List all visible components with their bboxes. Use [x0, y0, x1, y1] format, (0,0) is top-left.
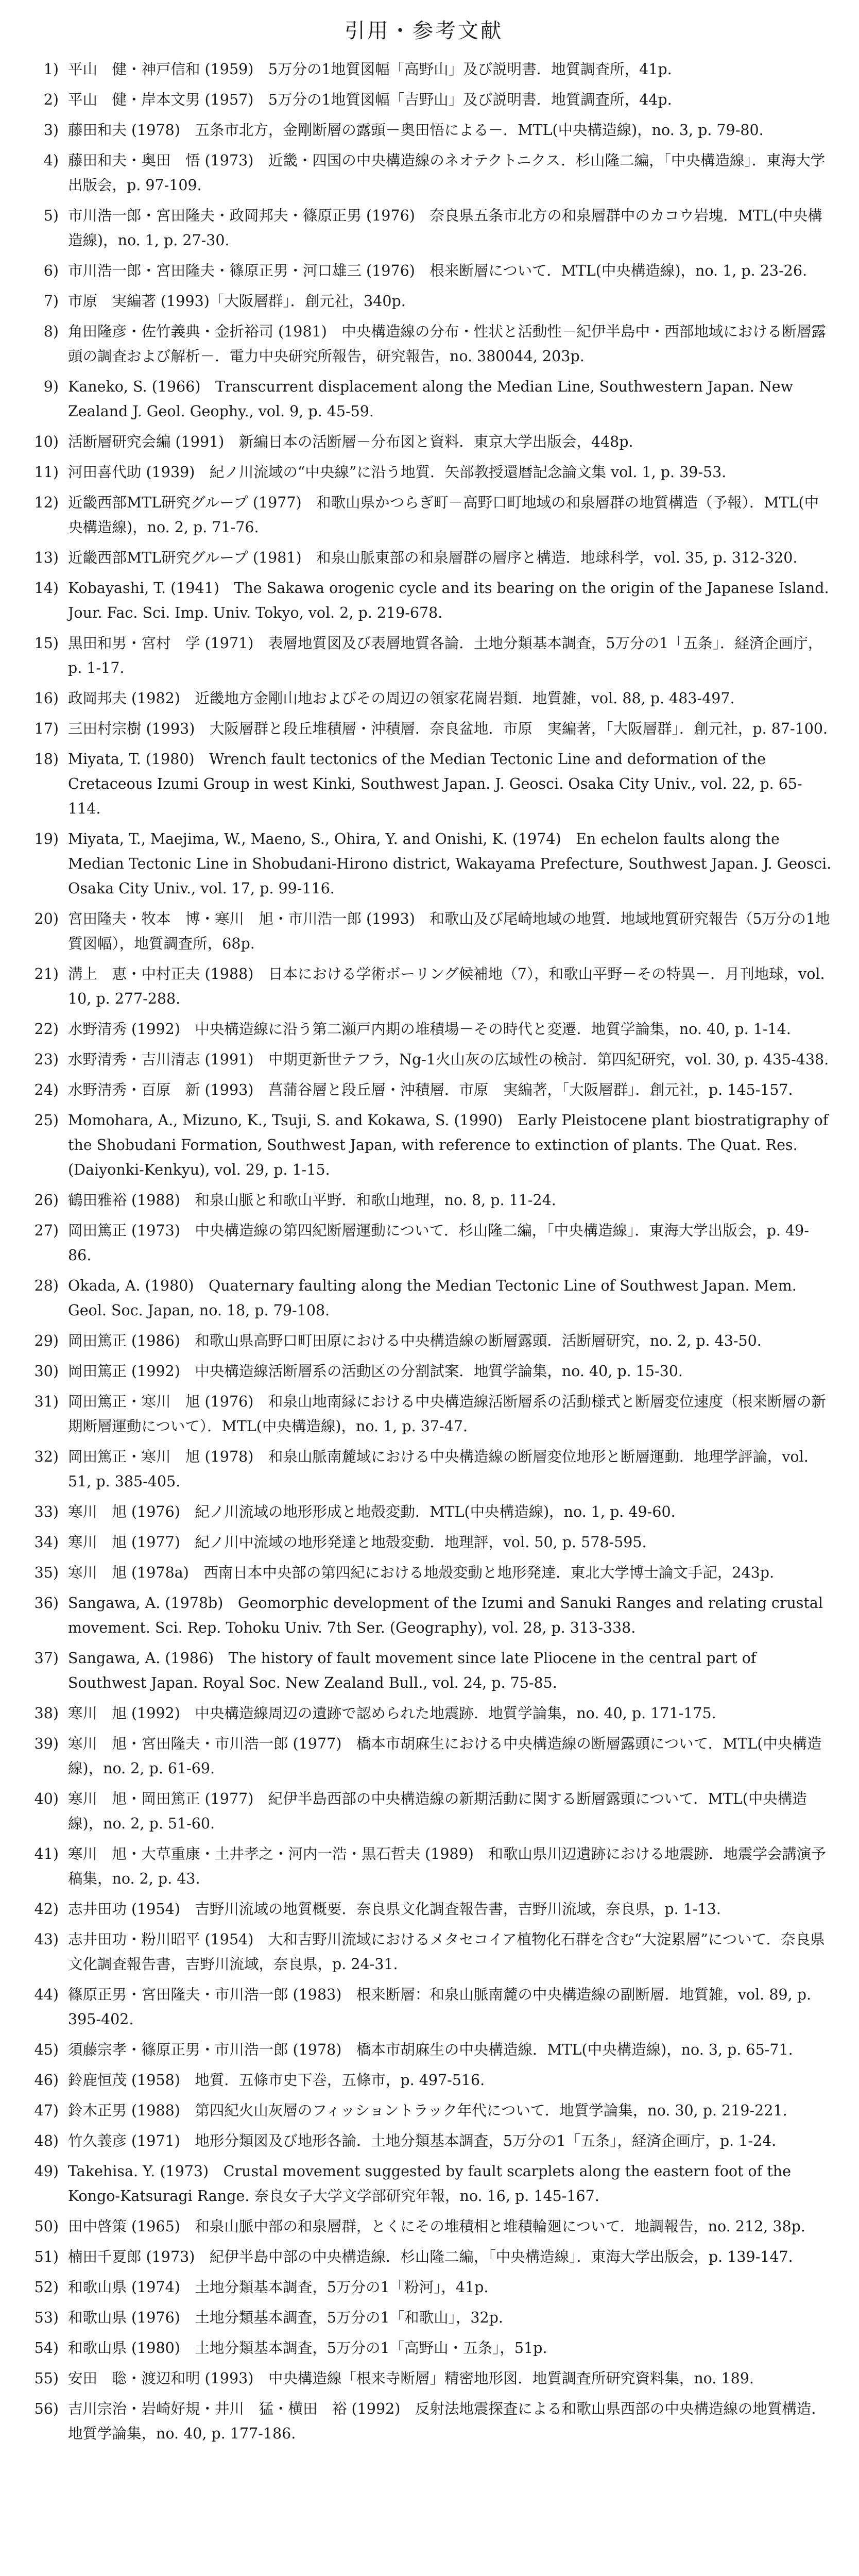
reference-text: 岡田篤正・寒川 旭 (1976) 和泉山地南縁における中央構造線活断層系の活動様式と断層変位速度（根来断層の新期断層運動について）．MTL(中央構造線)，no. 1, p. 37-47.: [68, 1393, 826, 1435]
reference-item: [15, 2129, 832, 2154]
reference-number: 52): [34, 2279, 59, 2296]
reference-item: [15, 2366, 832, 2391]
reference-item: [15, 1359, 832, 1384]
reference-item: [15, 1842, 832, 1891]
reference-number: 23): [34, 1051, 59, 1068]
reference-item: [15, 1732, 832, 1781]
reference-item: [15, 460, 832, 485]
reference-number: 49): [34, 2163, 59, 2180]
reference-text: Momohara, A., Mizuno, K., Tsuji, S. and Kokawa, S. (1990) Early Pleistocene plant biostratigraphy of the Shobudani Formation, Southwest Japan, with reference to extinction of plants. The Quat. Res. (Daiyonki-Kenkyu), vol. 29, p. 1-15.: [68, 1112, 829, 1178]
reference-text: 和歌山県 (1976) 土地分類基本調査，5万分の1「和歌山」，32p.: [68, 2309, 503, 2326]
reference-text: 寒川 旭 (1992) 中央構造線周辺の遺跡で認められた地震跡．地質学論集，no. 40, p. 171-175.: [68, 1705, 716, 1722]
reference-item: [15, 88, 832, 112]
reference-text: 志井田功・粉川昭平 (1954) 大和吉野川流域におけるメタセコイア植物化石群を含む“大淀累層”について．奈良県文化調査報告書，吉野川流域，奈良県，p. 24-31.: [68, 1931, 825, 1973]
reference-item: [15, 204, 832, 253]
reference-number: 7): [43, 293, 59, 310]
reference-number: 46): [34, 2072, 59, 2089]
reference-text: 藤田和夫 (1978) 五条市北方，金剛断層の露頭－奥田悟による－．MTL(中央構造線)，no. 3, p. 79-80.: [68, 122, 764, 139]
reference-item: [15, 1530, 832, 1555]
reference-text: 宮田隆夫・牧本 博・寒川 旭・市川浩一郎 (1993) 和歌山及び尾崎地域の地質．地域地質研究報告（5万分の1地質図幅），地質調査所，68p.: [68, 910, 830, 952]
reference-number: 12): [34, 494, 59, 511]
reference-item: [15, 1591, 832, 1640]
reference-item: [15, 1787, 832, 1836]
reference-text: 水野清秀 (1992) 中央構造線に沿う第二瀬戸内期の堆積場－その時代と変遷．地質学論集，no. 40, p. 1-14.: [68, 1021, 791, 1038]
reference-item: [15, 1646, 832, 1696]
reference-number: 14): [34, 580, 59, 597]
reference-item: [15, 375, 832, 424]
reference-item: [15, 2068, 832, 2093]
reference-number: 17): [34, 720, 59, 737]
reference-item: [15, 2336, 832, 2361]
reference-list: [15, 57, 832, 2446]
reference-item: [15, 576, 832, 625]
reference-item: [15, 2275, 832, 2300]
reference-item: [15, 2098, 832, 2123]
reference-item: [15, 259, 832, 283]
reference-text: 和歌山県 (1980) 土地分類基本調査，5万分の1「高野山・五条」，51p.: [68, 2340, 547, 2357]
reference-number: 22): [34, 1021, 59, 1038]
reference-number: 56): [34, 2400, 59, 2417]
reference-number: 41): [34, 1845, 59, 1862]
reference-item: [15, 1500, 832, 1524]
reference-text: 角田隆彦・佐竹義典・金折裕司 (1981) 中央構造線の分布・性状と活動性－紀伊半島中・西部地域における断層露頭の調査および解析－．電力中央研究所報告，研究報告，no. 380044, 203p.: [68, 323, 826, 365]
reference-number: 43): [34, 1931, 59, 1948]
reference-text: 岡田篤正 (1986) 和歌山県高野口町田原における中央構造線の断層露頭．活断層研究，no. 2, p. 43-50.: [68, 1332, 762, 1349]
reference-item: [15, 1218, 832, 1268]
reference-item: [15, 1329, 832, 1353]
reference-item: [15, 1078, 832, 1103]
reference-item: [15, 1982, 832, 2032]
reference-text: 藤田和夫・奥田 悟 (1973) 近畿・四国の中央構造線のネオテクトニクス．杉山隆二編，「中央構造線」．東海大学出版会，p. 97-109.: [68, 152, 826, 194]
reference-text: 寒川 旭・岡田篤正 (1977) 紀伊半島西部の中央構造線の新期活動に関する断層露頭について．MTL(中央構造線)，no. 2, p. 51-60.: [68, 1790, 807, 1832]
reference-text: 政岡邦夫 (1982) 近畿地方金剛山地およびその周辺の領家花崗岩類．地質雑，vol. 88, p. 483-497.: [68, 690, 735, 707]
reference-item: [15, 1047, 832, 1072]
reference-number: 10): [34, 433, 59, 450]
reference-item: [15, 319, 832, 369]
reference-number: 32): [34, 1448, 59, 1465]
reference-text: Miyata, T. (1980) Wrench fault tectonics of the Median Tectonic Line and deformation of the Cretaceous Izumi Group in west Kinki, Southwest Japan. J. Geosci. Osaka City Univ., vol. 22, p. 65-114.: [68, 751, 802, 817]
reference-number: 18): [34, 751, 59, 768]
reference-number: 2): [43, 91, 59, 108]
reference-item: [15, 148, 832, 198]
reference-number: 28): [34, 1277, 59, 1294]
reference-item: [15, 1445, 832, 1494]
reference-item: [15, 289, 832, 314]
reference-item: [15, 2159, 832, 2209]
reference-text: 楠田千夏郎 (1973) 紀伊半島中部の中央構造線．杉山隆二編，「中央構造線」．東海大学出版会，p. 139-147.: [68, 2248, 793, 2265]
reference-text: 田中啓策 (1965) 和泉山脈中部の和泉層群，とくにその堆積相と堆積輪廻について．地調報告，no. 212, 38p.: [68, 2218, 805, 2235]
reference-text: 竹久義彦 (1971) 地形分類図及び地形各論．土地分類基本調査，5万分の1「五条」，経済企画庁，p. 1-24.: [68, 2132, 777, 2149]
reference-text: 平山 健・神戸信和 (1959) 5万分の1地質図幅「高野山」及び説明書．地質調査所，41p.: [68, 61, 672, 78]
reference-item: [15, 1389, 832, 1439]
reference-text: 鶴田雅裕 (1988) 和泉山脈と和歌山平野．和歌山地理，no. 8, p. 11-24.: [68, 1192, 556, 1209]
reference-text: 寒川 旭 (1976) 紀ノ川流域の地形形成と地殻変動．MTL(中央構造線)，no. 1, p. 49-60.: [68, 1503, 676, 1520]
reference-text: 寒川 旭 (1978a) 西南日本中央部の第四紀における地殻変動と地形発達．東北大学博士論文手記，243p.: [68, 1564, 775, 1581]
reference-item: [15, 118, 832, 143]
reference-number: 26): [34, 1192, 59, 1209]
reference-number: 39): [34, 1735, 59, 1752]
reference-number: 40): [34, 1790, 59, 1807]
reference-number: 5): [43, 207, 59, 224]
reference-number: 50): [34, 2218, 59, 2235]
reference-text: 市川浩一郎・宮田隆夫・篠原正男・河口雄三 (1976) 根来断層について．MTL(中央構造線)，no. 1, p. 23-26.: [68, 262, 808, 279]
reference-text: 溝上 恵・中村正夫 (1988) 日本における学術ボーリング候補地（7），和歌山平野－その特異－．月刊地球，vol. 10, p. 277-288.: [68, 965, 825, 1007]
reference-number: 24): [34, 1081, 59, 1098]
reference-number: 34): [34, 1534, 59, 1551]
reference-text: Kaneko, S. (1966) Transcurrent displacement along the Median Line, Southwestern Japan. New Zealand J. Geol. Geophy., vol. 9, p. 45-59.: [68, 378, 794, 420]
reference-text: 鈴鹿恒茂 (1958) 地質．五條市史下巻，五條市，p. 497-516.: [68, 2072, 485, 2089]
reference-text: 須藤宗孝・篠原正男・市川浩一郎 (1978) 橋本市胡麻生の中央構造線．MTL(中央構造線)，no. 3, p. 65-71.: [68, 2041, 793, 2058]
reference-number: 38): [34, 1705, 59, 1722]
reference-number: 21): [34, 965, 59, 982]
reference-number: 35): [34, 1564, 59, 1581]
reference-number: 54): [34, 2340, 59, 2357]
reference-text: 和歌山県 (1974) 土地分類基本調査，5万分の1「粉河」，41p.: [68, 2279, 489, 2296]
reference-number: 51): [34, 2248, 59, 2265]
reference-text: 安田 聡・渡辺和明 (1993) 中央構造線「根来寺断層」精密地形図．地質調査所研究資料集，no. 189.: [68, 2370, 754, 2387]
reference-text: 寒川 旭・宮田隆夫・市川浩一郎 (1977) 橋本市胡麻生における中央構造線の断層露頭について．MTL(中央構造線)，no. 2, p. 61-69.: [68, 1735, 822, 1777]
reference-text: 鈴木正男 (1988) 第四紀火山灰層のフィッショントラック年代について．地質学論集，no. 30, p. 219-221.: [68, 2102, 787, 2119]
reference-number: 20): [34, 910, 59, 927]
reference-number: 31): [34, 1393, 59, 1410]
reference-number: 25): [34, 1112, 59, 1129]
reference-text: 吉川宗治・岩崎好規・井川 猛・横田 裕 (1992) 反射法地震探査による和歌山県西部の中央構造線の地質構造．地質学論集，no. 40, p. 177-186.: [68, 2400, 826, 2442]
reference-item: [15, 1897, 832, 1922]
reference-text: 平山 健・岸本文男 (1957) 5万分の1地質図幅「吉野山」及び説明書．地質調査所，44p.: [68, 91, 672, 108]
reference-item: [15, 1701, 832, 1726]
reference-item: [15, 546, 832, 570]
reference-number: 48): [34, 2132, 59, 2149]
reference-number: 1): [43, 61, 59, 78]
reference-item: [15, 57, 832, 82]
reference-number: 4): [43, 152, 59, 169]
reference-text: 黒田和男・宮村 学 (1971) 表層地質図及び表層地質各論．土地分類基本調査，5万分の1「五条」．経済企画庁，p. 1-17.: [68, 635, 823, 676]
reference-item: [15, 1927, 832, 1977]
reference-text: 市原 実編著 (1993)「大阪層群」．創元社，340p.: [68, 293, 406, 310]
reference-text: 篠原正男・宮田隆夫・市川浩一郎 (1983) 根来断層：和泉山脈南麓の中央構造線の副断層．地質雑，vol. 89, p. 395-402.: [68, 1986, 812, 2028]
reference-item: [15, 2397, 832, 2446]
reference-item: [15, 962, 832, 1011]
reference-text: 岡田篤正 (1992) 中央構造線活断層系の活動区の分割試案．地質学論集，no. 40, p. 15-30.: [68, 1363, 683, 1380]
reference-number: 44): [34, 1986, 59, 2003]
reference-item: [15, 827, 832, 901]
reference-item: [15, 1274, 832, 1323]
reference-number: 53): [34, 2309, 59, 2326]
reference-text: Miyata, T., Maejima, W., Maeno, S., Ohira, Y. and Onishi, K. (1974) En echelon faults along the Median Tectonic Line in Shobudani-Hirono district, Wakayama Prefecture, Southwest Japan. J. Geosci. Osaka City Univ., vol. 17, p. 99-116.: [68, 831, 832, 897]
reference-item: [15, 490, 832, 540]
reference-number: 27): [34, 1222, 59, 1239]
reference-text: 寒川 旭 (1977) 紀ノ川中流域の地形発達と地殻変動．地理評，vol. 50, p. 578-595.: [68, 1534, 647, 1551]
reference-number: 6): [43, 262, 59, 279]
reference-item: [15, 2306, 832, 2330]
reference-number: 9): [43, 378, 59, 395]
reference-text: 市川浩一郎・宮田隆夫・政岡邦夫・篠原正男 (1976) 奈良県五条市北方の和泉層群中のカコウ岩塊．MTL(中央構造線)，no. 1, p. 27-30.: [68, 207, 822, 249]
reference-text: Sangawa, A. (1978b) Geomorphic development of the Izumi and Sanuki Ranges and relating crustal movement. Sci. Rep. Tohoku Univ. 7th Ser. (Geography), vol. 28, p. 313-338.: [68, 1595, 823, 1636]
reference-text: Sangawa, A. (1986) The history of fault movement since late Pliocene in the central part of Southwest Japan. Royal Soc. New Zealand Bull., vol. 24, p. 75-85.: [68, 1650, 757, 1691]
reference-item: [15, 430, 832, 454]
reference-number: 37): [34, 1650, 59, 1667]
reference-text: 水野清秀・吉川清志 (1991) 中期更新世テフラ，Ng-1火山灰の広域性の検討．第四紀研究，vol. 30, p. 435-438.: [68, 1051, 829, 1068]
reference-item: [15, 631, 832, 681]
reference-item: [15, 907, 832, 956]
reference-number: 8): [43, 323, 59, 340]
reference-text: 河田喜代助 (1939) 紀ノ川流域の“中央線”に沿う地質．矢部教授還暦記念論文集 vol. 1, p. 39-53.: [68, 464, 727, 481]
reference-number: 45): [34, 2041, 59, 2058]
reference-text: 近畿西部MTL研究グループ (1981) 和泉山脈東部の和泉層群の層序と構造．地球科学，vol. 35, p. 312-320.: [68, 549, 798, 566]
reference-item: [15, 747, 832, 821]
reference-text: 近畿西部MTL研究グループ (1977) 和歌山県かつらぎ町－高野口町地域の和泉層群の地質構造（予報）．MTL(中央構造線)，no. 2, p. 71-76.: [68, 494, 819, 536]
reference-number: 55): [34, 2370, 59, 2387]
reference-text: Kobayashi, T. (1941) The Sakawa orogenic cycle and its bearing on the origin of the Japanese Island. Jour. Fac. Sci. Imp. Univ. Tokyo, vol. 2, p. 219-678.: [68, 580, 829, 621]
reference-number: 16): [34, 690, 59, 707]
reference-number: 36): [34, 1595, 59, 1612]
reference-text: 寒川 旭・大草重康・土井孝之・河内一浩・黒石哲夫 (1989) 和歌山県川辺遺跡における地震跡．地震学会講演予稿集，no. 2, p. 43.: [68, 1845, 826, 1887]
reference-text: 活断層研究会編 (1991) 新編日本の活断層－分布図と資料．東京大学出版会，448p.: [68, 433, 633, 450]
reference-number: 19): [34, 831, 59, 848]
reference-item: [15, 2038, 832, 2062]
reference-text: 岡田篤正・寒川 旭 (1978) 和泉山脈南麓域における中央構造線の断層変位地形と断層運動．地理学評論，vol. 51, p. 385-405.: [68, 1448, 809, 1490]
reference-item: [15, 1561, 832, 1585]
reference-number: 29): [34, 1332, 59, 1349]
reference-item: [15, 717, 832, 741]
page-title: 引用・参考文献: [345, 19, 503, 43]
reference-item: [15, 1017, 832, 1042]
reference-text: 水野清秀・百原 新 (1993) 菖蒲谷層と段丘層・沖積層．市原 実編著，「大阪層群」．創元社，p. 145-157.: [68, 1081, 793, 1098]
reference-number: 15): [34, 635, 59, 652]
reference-text: Takehisa. Y. (1973) Crustal movement suggested by fault scarplets along the eastern foot of the Kongo-Katsuragi Range. 奈良女子大学文学部研究年報，no. 16, p. 145-167.: [68, 2163, 791, 2205]
reference-text: Okada, A. (1980) Quaternary faulting along the Median Tectonic Line of Southwest Japan. Mem. Geol. Soc. Japan, no. 18, p. 79-108.: [68, 1277, 797, 1319]
reference-number: 13): [34, 549, 59, 566]
reference-number: 3): [43, 122, 59, 139]
reference-number: 30): [34, 1363, 59, 1380]
reference-number: 33): [34, 1503, 59, 1520]
reference-item: [15, 686, 832, 711]
reference-text: 志井田功 (1954) 吉野川流域の地質概要．奈良県文化調査報告書，吉野川流域，奈良県，p. 1-13.: [68, 1901, 721, 1918]
reference-item: [15, 1188, 832, 1213]
reference-number: 11): [34, 464, 59, 481]
reference-number: 47): [34, 2102, 59, 2119]
reference-text: 岡田篤正 (1973) 中央構造線の第四紀断層運動について．杉山隆二編，「中央構造線」．東海大学出版会，p. 49-86.: [68, 1222, 809, 1264]
reference-text: 三田村宗樹 (1993) 大阪層群と段丘堆積層・沖積層．奈良盆地．市原 実編著，「大阪層群」．創元社，p. 87-100.: [68, 720, 828, 737]
reference-item: [15, 1108, 832, 1182]
reference-number: 42): [34, 1901, 59, 1918]
reference-item: [15, 2245, 832, 2269]
reference-item: [15, 2214, 832, 2239]
